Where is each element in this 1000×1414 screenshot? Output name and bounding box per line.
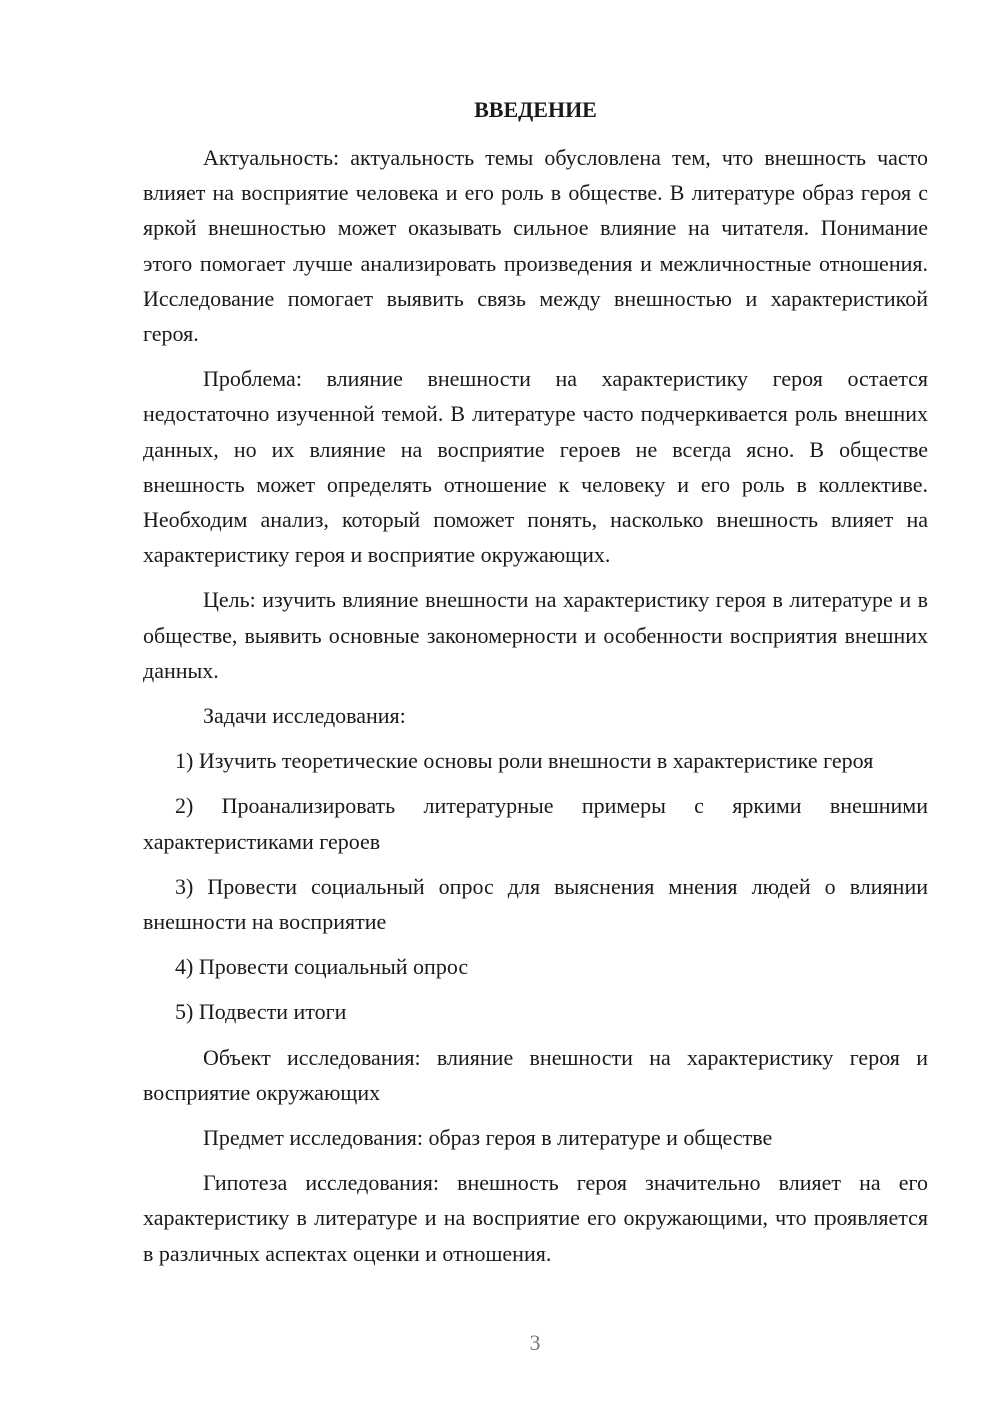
task-item-3: 3) Провести социальный опрос для выяснения мнения людей о влиянии внешности на восприятие bbox=[143, 873, 928, 935]
goal-paragraph: Цель: изучить влияние внешности на характеристику героя в литературе и в обществе, выявить основные закономерности и особенности восприятия внешних данных. bbox=[143, 587, 928, 683]
problem-paragraph: Проблема: влияние внешности на характеристику героя остается недостаточно изученной темой. В литературе часто подчеркивается роль внешних данных, но их влияние на восприятие героев не всегда ясно. В обществе внешность может определять отношение к человеку и его роль в коллективе. Необходим анализ, который поможет понять, насколько внешность влияет на характеристику героя и восприятие окружающих. bbox=[143, 366, 928, 568]
task-item-1: 1) Изучить теоретические основы роли внешности в характеристике героя bbox=[175, 748, 874, 774]
hypothesis-paragraph: Гипотеза исследования: внешность героя значительно влияет на его характеристику в литературе и на восприятие его окружающими, что проявляется в различных аспектах оценки и отношения. bbox=[143, 1170, 928, 1266]
page-number: 3 bbox=[529, 1330, 541, 1355]
task-item-2: 2) Проанализировать литературные примеры с яркими внешними характеристиками героев bbox=[143, 793, 928, 854]
relevance-paragraph: Актуальность: актуальность темы обусловлена тем, что внешность часто влияет на восприятие человека и его роль в обществе. В литературе образ героя с яркой внешностью может оказывать сильное влияние на читателя. Понимание этого помогает лучше анализировать произведения и межличностные отношения. Исследование помогает выявить связь между внешностью и характеристикой героя. bbox=[143, 145, 928, 347]
tasks-heading: Задачи исследования: bbox=[203, 703, 406, 729]
subject-paragraph: Предмет исследования: образ героя в литературе и обществе bbox=[203, 1125, 773, 1151]
object-paragraph: Объект исследования: влияние внешности на характеристику героя и восприятие окружающих bbox=[143, 1044, 928, 1105]
document-page bbox=[143, 90, 928, 1281]
task-item-5: 5) Подвести итоги bbox=[175, 999, 347, 1025]
task-item-4: 4) Провести социальный опрос bbox=[175, 954, 469, 980]
section-title: ВВЕДЕНИЕ bbox=[474, 97, 597, 122]
